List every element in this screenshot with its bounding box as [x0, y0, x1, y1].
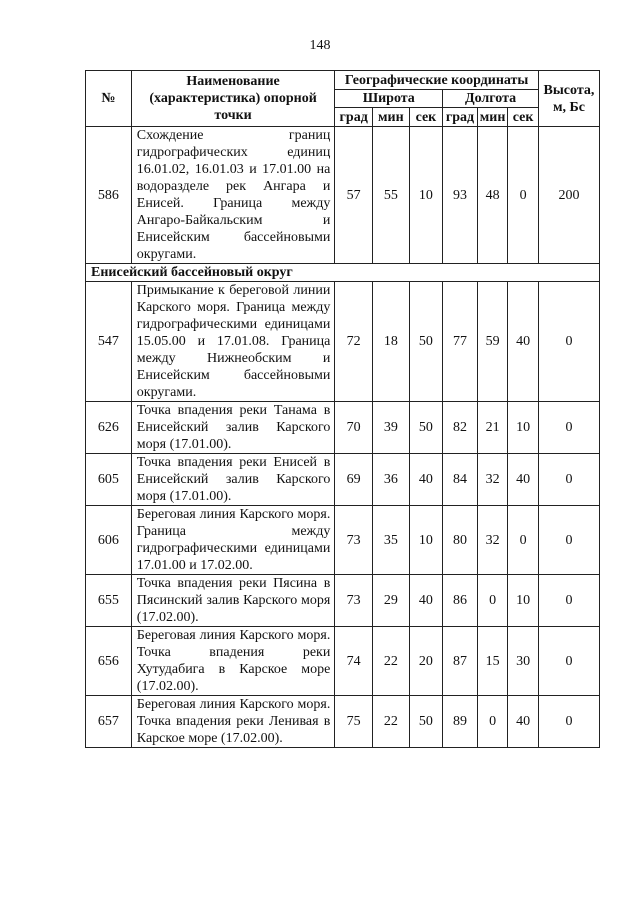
point-number: 657	[86, 696, 132, 748]
lat-sec: 20	[409, 627, 443, 696]
header-lat-sec: сек	[409, 108, 443, 127]
header-lon-sec: сек	[508, 108, 539, 127]
lon-deg: 80	[443, 506, 478, 575]
point-number: 547	[86, 282, 132, 402]
table-row	[86, 696, 600, 748]
lon-min: 48	[477, 127, 508, 264]
header-name: Наименование (характеристика) опорной точки	[131, 71, 335, 127]
point-number: 586	[86, 127, 132, 264]
table-row	[86, 627, 600, 696]
height-value: 0	[538, 506, 599, 575]
lon-deg: 89	[443, 696, 478, 748]
header-lat-min: мин	[373, 108, 410, 127]
lon-sec: 0	[508, 506, 539, 575]
point-name: Береговая линия Карского моря. Граница между гидрографическими единицами 17.01.00 и 17.02.00.	[131, 506, 335, 575]
height-value: 0	[538, 696, 599, 748]
height-value: 0	[538, 575, 599, 627]
height-value: 0	[538, 282, 599, 402]
lat-deg: 75	[335, 696, 373, 748]
lon-deg: 87	[443, 627, 478, 696]
table-row	[86, 575, 600, 627]
table-row	[86, 454, 600, 506]
lon-sec: 40	[508, 282, 539, 402]
lat-deg: 74	[335, 627, 373, 696]
table-row	[86, 127, 600, 264]
point-name: Примыкание к береговой линии Карского моря. Граница между гидрографическими единицами 15.05.00 и 17.01.08. Граница между Нижнеобским и Енисейским бассейновыми округами.	[131, 282, 335, 402]
lon-sec: 30	[508, 627, 539, 696]
lat-sec: 50	[409, 696, 443, 748]
lon-min: 32	[477, 506, 508, 575]
lat-min: 35	[373, 506, 410, 575]
lat-min: 18	[373, 282, 410, 402]
height-value: 200	[538, 127, 599, 264]
header-longitude: Долгота	[443, 90, 539, 108]
lon-sec: 40	[508, 454, 539, 506]
point-number: 606	[86, 506, 132, 575]
lon-min: 21	[477, 402, 508, 454]
page-number: 148	[309, 38, 331, 53]
lat-deg: 73	[335, 506, 373, 575]
lat-sec: 10	[409, 127, 443, 264]
lon-deg: 93	[443, 127, 478, 264]
lon-sec: 10	[508, 402, 539, 454]
table-header	[86, 71, 600, 127]
lon-sec: 10	[508, 575, 539, 627]
header-lon-min: мин	[477, 108, 508, 127]
lat-min: 22	[373, 696, 410, 748]
lon-sec: 40	[508, 696, 539, 748]
lon-sec: 0	[508, 127, 539, 264]
lat-min: 36	[373, 454, 410, 506]
lat-sec: 40	[409, 454, 443, 506]
point-name: Точка впадения реки Пясина в Пясинский залив Карского моря (17.02.00).	[131, 575, 335, 627]
lon-deg: 82	[443, 402, 478, 454]
lat-sec: 50	[409, 402, 443, 454]
lat-deg: 70	[335, 402, 373, 454]
lat-deg: 72	[335, 282, 373, 402]
lon-min: 15	[477, 627, 508, 696]
table-row	[86, 282, 600, 402]
point-number: 655	[86, 575, 132, 627]
lon-deg: 86	[443, 575, 478, 627]
header-lat-deg: град	[335, 108, 373, 127]
header-height: Высота, м, Бс	[538, 71, 599, 127]
section-title: Енисейский бассейновый округ	[86, 264, 600, 282]
lat-min: 39	[373, 402, 410, 454]
point-name: Береговая линия Карского моря. Точка впадения реки Ленивая в Карское море (17.02.00).	[131, 696, 335, 748]
table-body	[86, 127, 600, 748]
reference-points-table	[85, 70, 600, 748]
lon-min: 32	[477, 454, 508, 506]
lat-min: 22	[373, 627, 410, 696]
table-row	[86, 506, 600, 575]
lon-min: 59	[477, 282, 508, 402]
lat-min: 29	[373, 575, 410, 627]
header-number: №	[86, 71, 132, 127]
table-row	[86, 402, 600, 454]
point-number: 626	[86, 402, 132, 454]
lon-deg: 77	[443, 282, 478, 402]
header-geo-coordinates: Географические координаты	[335, 71, 539, 90]
lon-min: 0	[477, 696, 508, 748]
height-value: 0	[538, 454, 599, 506]
lat-sec: 10	[409, 506, 443, 575]
lat-sec: 40	[409, 575, 443, 627]
section-row	[86, 264, 600, 282]
point-number: 605	[86, 454, 132, 506]
header-lon-deg: град	[443, 108, 478, 127]
point-name: Береговая линия Карского моря. Точка впадения реки Хутудабига в Карское море (17.02.00).	[131, 627, 335, 696]
height-value: 0	[538, 627, 599, 696]
lon-deg: 84	[443, 454, 478, 506]
point-number: 656	[86, 627, 132, 696]
point-name: Схождение границ гидрографических единиц 16.01.02, 16.01.03 и 17.01.00 на водоразделе рек Ангара и Енисей. Граница между Ангаро-Байкальским и Енисейским бассейновыми округами.	[131, 127, 335, 264]
lat-deg: 73	[335, 575, 373, 627]
height-value: 0	[538, 402, 599, 454]
point-name: Точка впадения реки Енисей в Енисейский залив Карского моря (17.01.00).	[131, 454, 335, 506]
lat-sec: 50	[409, 282, 443, 402]
point-name: Точка впадения реки Танама в Енисейский залив Карского моря (17.01.00).	[131, 402, 335, 454]
lat-deg: 69	[335, 454, 373, 506]
lon-min: 0	[477, 575, 508, 627]
lat-min: 55	[373, 127, 410, 264]
header-latitude: Широта	[335, 90, 443, 108]
lat-deg: 57	[335, 127, 373, 264]
